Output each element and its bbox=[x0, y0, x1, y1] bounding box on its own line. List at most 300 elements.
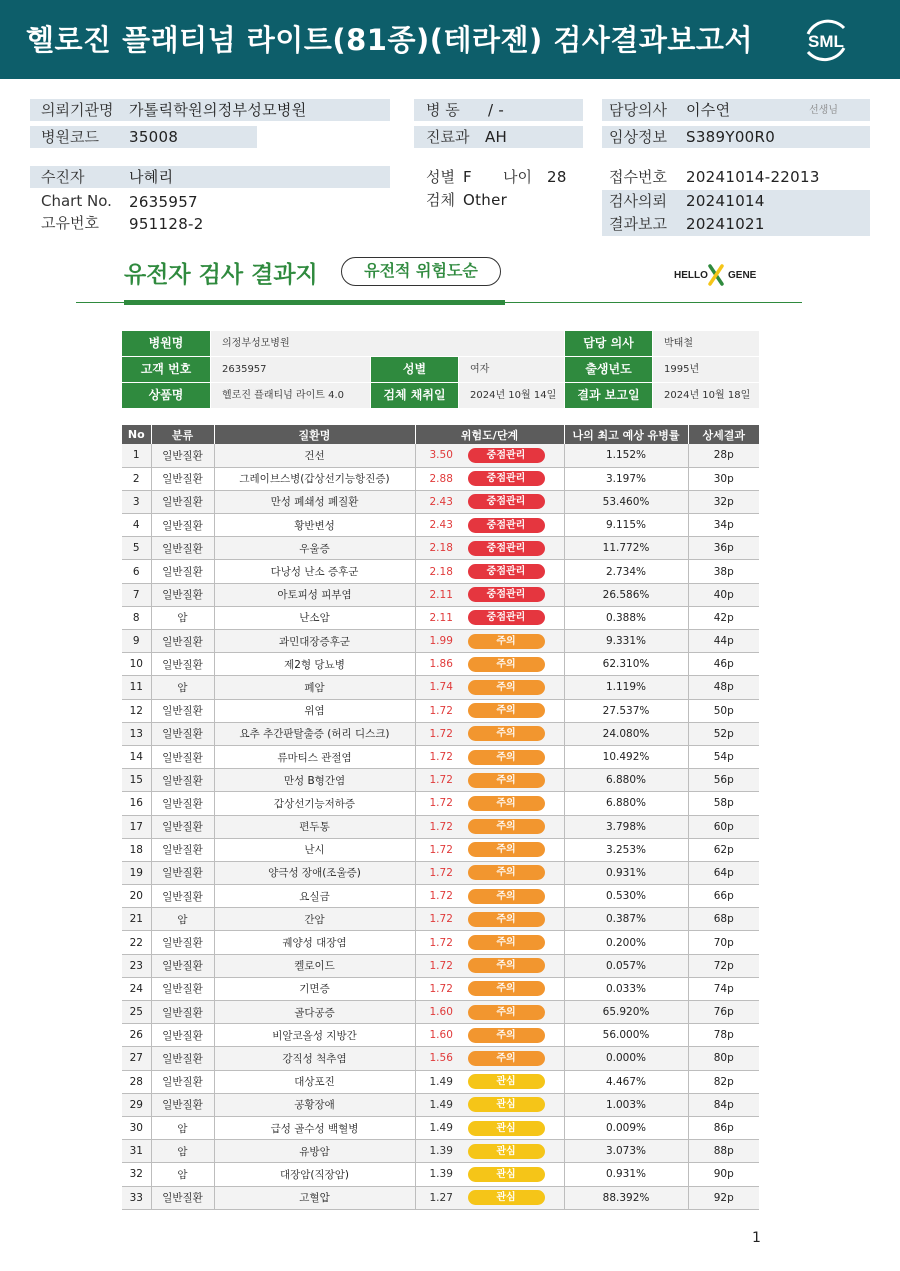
row-prevalence: 0.000% bbox=[564, 1047, 688, 1070]
row-prevalence: 3.253% bbox=[564, 838, 688, 861]
risk-level-badge: 주의 bbox=[468, 958, 545, 973]
row-detail-page: 32p bbox=[688, 490, 759, 513]
row-no: 32 bbox=[122, 1163, 151, 1186]
row-prevalence: 26.586% bbox=[564, 583, 688, 606]
row-risk bbox=[415, 653, 564, 676]
row-risk bbox=[415, 1070, 564, 1093]
table-row bbox=[122, 444, 759, 467]
risk-score: 1.49 bbox=[429, 1122, 453, 1135]
row-prevalence: 62.310% bbox=[564, 653, 688, 676]
chart-label: Chart No. bbox=[41, 192, 112, 210]
risk-level-badge: 주의 bbox=[468, 1051, 545, 1066]
report-label: 결과보고 bbox=[609, 215, 667, 233]
row-detail-page: 62p bbox=[688, 838, 759, 861]
row-category: 일반질환 bbox=[151, 861, 214, 884]
section-divider-accent bbox=[124, 300, 505, 305]
row-category: 일반질환 bbox=[151, 1024, 214, 1047]
row-risk bbox=[415, 954, 564, 977]
row-risk bbox=[415, 838, 564, 861]
table-row bbox=[122, 1093, 759, 1116]
table-row bbox=[122, 1140, 759, 1163]
row-risk bbox=[415, 583, 564, 606]
table-row bbox=[122, 537, 759, 560]
risk-score: 1.39 bbox=[429, 1168, 453, 1181]
results-table-body bbox=[122, 444, 759, 1209]
table-row bbox=[122, 792, 759, 815]
row-risk bbox=[415, 931, 564, 954]
row-disease: 폐암 bbox=[214, 676, 415, 699]
row-category: 일반질환 bbox=[151, 1047, 214, 1070]
id-label: 고유번호 bbox=[41, 214, 99, 232]
row-prevalence: 0.200% bbox=[564, 931, 688, 954]
hellogene-logo-left: HELLO bbox=[674, 270, 708, 281]
risk-level-badge: 관심 bbox=[468, 1144, 545, 1159]
row-detail-page: 86p bbox=[688, 1116, 759, 1139]
summary-result-label: 결과 보고일 bbox=[565, 383, 652, 408]
recipient-value: 나혜리 bbox=[129, 168, 174, 186]
header-detail: 상세결과 bbox=[688, 425, 759, 444]
row-prevalence: 0.931% bbox=[564, 861, 688, 884]
risk-level-badge: 중점관리 bbox=[468, 541, 545, 556]
row-no: 25 bbox=[122, 1001, 151, 1024]
results-table bbox=[122, 425, 759, 1210]
table-row bbox=[122, 769, 759, 792]
ward-label: 병 동 bbox=[426, 101, 460, 119]
row-detail-page: 72p bbox=[688, 954, 759, 977]
risk-score: 1.72 bbox=[429, 704, 453, 717]
row-disease: 제2형 당뇨병 bbox=[214, 653, 415, 676]
table-row bbox=[122, 606, 759, 629]
row-disease: 아토피성 피부염 bbox=[214, 583, 415, 606]
ward-value: / - bbox=[488, 101, 505, 119]
row-disease: 비알코올성 지방간 bbox=[214, 1024, 415, 1047]
risk-level-badge: 주의 bbox=[468, 819, 545, 834]
row-detail-page: 50p bbox=[688, 699, 759, 722]
row-disease: 고혈압 bbox=[214, 1186, 415, 1209]
row-prevalence: 2.734% bbox=[564, 560, 688, 583]
risk-score: 1.60 bbox=[429, 1029, 453, 1042]
summary-product-label: 상품명 bbox=[122, 383, 210, 408]
risk-level-badge: 관심 bbox=[468, 1190, 545, 1205]
specimen-label: 검체 bbox=[426, 191, 455, 209]
specimen-value: Other bbox=[463, 191, 508, 209]
row-prevalence: 10.492% bbox=[564, 745, 688, 768]
row-disease: 급성 골수성 백혈병 bbox=[214, 1116, 415, 1139]
table-row bbox=[122, 676, 759, 699]
row-category: 일반질환 bbox=[151, 1001, 214, 1024]
results-table-container bbox=[122, 425, 759, 1210]
row-category: 일반질환 bbox=[151, 514, 214, 537]
row-disease: 켈로이드 bbox=[214, 954, 415, 977]
summary-result-value: 2024년 10월 18일 bbox=[653, 383, 759, 408]
row-disease: 대상포진 bbox=[214, 1070, 415, 1093]
row-category: 일반질환 bbox=[151, 815, 214, 838]
row-category: 암 bbox=[151, 606, 214, 629]
row-detail-page: 84p bbox=[688, 1093, 759, 1116]
table-row bbox=[122, 1001, 759, 1024]
row-risk bbox=[415, 1186, 564, 1209]
row-prevalence: 1.152% bbox=[564, 444, 688, 467]
row-prevalence: 0.057% bbox=[564, 954, 688, 977]
row-detail-page: 66p bbox=[688, 885, 759, 908]
row-detail-page: 56p bbox=[688, 769, 759, 792]
row-prevalence: 56.000% bbox=[564, 1024, 688, 1047]
table-row bbox=[122, 815, 759, 838]
row-risk bbox=[415, 1001, 564, 1024]
risk-score: 2.11 bbox=[429, 588, 453, 601]
risk-level-badge: 주의 bbox=[468, 680, 545, 695]
row-risk bbox=[415, 537, 564, 560]
sml-logo-text: SML bbox=[808, 32, 844, 51]
table-row bbox=[122, 467, 759, 490]
row-detail-page: 42p bbox=[688, 606, 759, 629]
age-label: 나이 bbox=[503, 168, 532, 186]
summary-birth-value: 1995년 bbox=[653, 357, 759, 382]
row-no: 11 bbox=[122, 676, 151, 699]
row-disease: 그레이브스병(갑상선기능항진증) bbox=[214, 467, 415, 490]
risk-level-badge: 관심 bbox=[468, 1121, 545, 1136]
summary-product-value: 헬로진 플래티넘 라이트 4.0 bbox=[211, 383, 370, 408]
risk-level-badge: 관심 bbox=[468, 1074, 545, 1089]
row-disease: 유방암 bbox=[214, 1140, 415, 1163]
row-prevalence: 0.009% bbox=[564, 1116, 688, 1139]
table-row bbox=[122, 630, 759, 653]
row-category: 일반질환 bbox=[151, 467, 214, 490]
table-row bbox=[122, 699, 759, 722]
header-risk: 위험도/단계 bbox=[415, 425, 564, 444]
row-no: 20 bbox=[122, 885, 151, 908]
clinical-value: S389Y00R0 bbox=[686, 128, 776, 146]
row-category: 일반질환 bbox=[151, 769, 214, 792]
risk-level-badge: 주의 bbox=[468, 634, 545, 649]
row-no: 16 bbox=[122, 792, 151, 815]
risk-score: 1.72 bbox=[429, 890, 453, 903]
table-row bbox=[122, 722, 759, 745]
dept-label: 진료과 bbox=[426, 128, 470, 146]
row-risk bbox=[415, 1116, 564, 1139]
report-title: 헬로진 플래티넘 라이트(81종)(테라젠) 검사결과보고서 bbox=[26, 23, 753, 57]
row-detail-page: 38p bbox=[688, 560, 759, 583]
risk-level-badge: 주의 bbox=[468, 935, 545, 950]
risk-level-badge: 중점관리 bbox=[468, 494, 545, 509]
risk-score: 1.72 bbox=[429, 727, 453, 740]
row-prevalence: 3.798% bbox=[564, 815, 688, 838]
risk-level-badge: 주의 bbox=[468, 703, 545, 718]
risk-level-badge: 주의 bbox=[468, 657, 545, 672]
institution-value: 가톨릭학원의정부성모병원 bbox=[129, 101, 307, 119]
row-no: 3 bbox=[122, 490, 151, 513]
row-detail-page: 40p bbox=[688, 583, 759, 606]
row-no: 26 bbox=[122, 1024, 151, 1047]
recipient-label: 수진자 bbox=[41, 168, 85, 186]
row-risk bbox=[415, 885, 564, 908]
row-prevalence: 0.530% bbox=[564, 885, 688, 908]
row-risk bbox=[415, 769, 564, 792]
row-disease: 양극성 장애(조울증) bbox=[214, 861, 415, 884]
row-disease: 난시 bbox=[214, 838, 415, 861]
table-row bbox=[122, 861, 759, 884]
summary-customer-value: 2635957 bbox=[211, 357, 370, 382]
row-category: 일반질환 bbox=[151, 490, 214, 513]
row-detail-page: 58p bbox=[688, 792, 759, 815]
row-risk bbox=[415, 722, 564, 745]
row-disease: 요추 추간판탈출증 (허리 디스크) bbox=[214, 722, 415, 745]
report-header bbox=[0, 0, 900, 79]
header-prevalence: 나의 최고 예상 유병률 bbox=[564, 425, 688, 444]
request-value: 20241014 bbox=[686, 192, 765, 210]
table-row bbox=[122, 1116, 759, 1139]
row-no: 9 bbox=[122, 630, 151, 653]
table-row bbox=[122, 954, 759, 977]
summary-customer-label: 고객 번호 bbox=[122, 357, 210, 382]
row-disease: 다낭성 난소 증후군 bbox=[214, 560, 415, 583]
row-category: 일반질환 bbox=[151, 1070, 214, 1093]
row-disease: 만성 폐쇄성 폐질환 bbox=[214, 490, 415, 513]
row-category: 일반질환 bbox=[151, 1093, 214, 1116]
row-detail-page: 30p bbox=[688, 467, 759, 490]
risk-level-badge: 관심 bbox=[468, 1167, 545, 1182]
risk-level-badge: 주의 bbox=[468, 750, 545, 765]
row-risk bbox=[415, 560, 564, 583]
risk-level-badge: 중점관리 bbox=[468, 448, 545, 463]
row-risk bbox=[415, 861, 564, 884]
hospital-code-label: 병원코드 bbox=[41, 128, 99, 146]
id-value: 951128-2 bbox=[129, 215, 204, 233]
summary-birth-label: 출생년도 bbox=[565, 357, 652, 382]
row-prevalence: 0.388% bbox=[564, 606, 688, 629]
table-row bbox=[122, 583, 759, 606]
table-row bbox=[122, 1047, 759, 1070]
row-risk bbox=[415, 444, 564, 467]
row-disease: 건선 bbox=[214, 444, 415, 467]
row-prevalence: 24.080% bbox=[564, 722, 688, 745]
row-detail-page: 64p bbox=[688, 861, 759, 884]
row-prevalence: 6.880% bbox=[564, 792, 688, 815]
risk-score: 1.72 bbox=[429, 751, 453, 764]
risk-level-badge: 중점관리 bbox=[468, 587, 545, 602]
row-prevalence: 1.119% bbox=[564, 676, 688, 699]
row-no: 31 bbox=[122, 1140, 151, 1163]
table-row bbox=[122, 908, 759, 931]
row-category: 일반질환 bbox=[151, 630, 214, 653]
sex-label: 성별 bbox=[426, 168, 455, 186]
row-prevalence: 1.003% bbox=[564, 1093, 688, 1116]
row-detail-page: 54p bbox=[688, 745, 759, 768]
row-disease: 간암 bbox=[214, 908, 415, 931]
row-category: 일반질환 bbox=[151, 537, 214, 560]
summary-sex-label: 성별 bbox=[371, 357, 458, 382]
row-prevalence: 27.537% bbox=[564, 699, 688, 722]
risk-level-badge: 주의 bbox=[468, 889, 545, 904]
row-detail-page: 76p bbox=[688, 1001, 759, 1024]
row-no: 4 bbox=[122, 514, 151, 537]
summary-sample-value: 2024년 10월 14일 bbox=[459, 383, 564, 408]
risk-score: 1.72 bbox=[429, 797, 453, 810]
row-category: 일반질환 bbox=[151, 745, 214, 768]
summary-doctor-value: 박태철 bbox=[653, 331, 759, 356]
doctor-label: 담당의사 bbox=[609, 101, 667, 119]
row-no: 18 bbox=[122, 838, 151, 861]
risk-score: 1.27 bbox=[429, 1191, 453, 1204]
row-category: 일반질환 bbox=[151, 699, 214, 722]
table-row bbox=[122, 560, 759, 583]
row-no: 22 bbox=[122, 931, 151, 954]
row-no: 6 bbox=[122, 560, 151, 583]
row-disease: 과민대장증후군 bbox=[214, 630, 415, 653]
sex-value: F bbox=[463, 168, 472, 186]
section-sort-pill: 유전적 위험도순 bbox=[341, 257, 501, 286]
row-detail-page: 52p bbox=[688, 722, 759, 745]
row-disease: 궤양성 대장염 bbox=[214, 931, 415, 954]
row-disease: 난소암 bbox=[214, 606, 415, 629]
row-disease: 골다공증 bbox=[214, 1001, 415, 1024]
row-prevalence: 65.920% bbox=[564, 1001, 688, 1024]
row-detail-page: 88p bbox=[688, 1140, 759, 1163]
row-detail-page: 82p bbox=[688, 1070, 759, 1093]
row-category: 일반질환 bbox=[151, 444, 214, 467]
table-row bbox=[122, 490, 759, 513]
row-no: 23 bbox=[122, 954, 151, 977]
hellogene-logo bbox=[674, 262, 774, 288]
row-prevalence: 3.197% bbox=[564, 467, 688, 490]
risk-level-badge: 주의 bbox=[468, 912, 545, 927]
row-detail-page: 34p bbox=[688, 514, 759, 537]
row-disease: 황반변성 bbox=[214, 514, 415, 537]
row-risk bbox=[415, 467, 564, 490]
row-detail-page: 78p bbox=[688, 1024, 759, 1047]
row-risk bbox=[415, 908, 564, 931]
row-category: 일반질환 bbox=[151, 722, 214, 745]
risk-score: 1.86 bbox=[429, 658, 453, 671]
row-disease: 우울증 bbox=[214, 537, 415, 560]
age-value: 28 bbox=[547, 168, 567, 186]
row-detail-page: 70p bbox=[688, 931, 759, 954]
row-detail-page: 80p bbox=[688, 1047, 759, 1070]
row-category: 일반질환 bbox=[151, 653, 214, 676]
row-risk bbox=[415, 745, 564, 768]
row-risk bbox=[415, 792, 564, 815]
row-disease: 기면증 bbox=[214, 977, 415, 1000]
row-disease: 요실금 bbox=[214, 885, 415, 908]
section-title: 유전자 검사 결과지 bbox=[124, 262, 318, 288]
row-disease: 공황장애 bbox=[214, 1093, 415, 1116]
row-category: 일반질환 bbox=[151, 954, 214, 977]
risk-level-badge: 주의 bbox=[468, 981, 545, 996]
risk-score: 1.72 bbox=[429, 982, 453, 995]
row-prevalence: 88.392% bbox=[564, 1186, 688, 1209]
row-disease: 위염 bbox=[214, 699, 415, 722]
risk-score: 1.60 bbox=[429, 1006, 453, 1019]
row-category: 일반질환 bbox=[151, 560, 214, 583]
risk-level-badge: 중점관리 bbox=[468, 518, 545, 533]
risk-score: 1.72 bbox=[429, 843, 453, 856]
row-no: 28 bbox=[122, 1070, 151, 1093]
row-detail-page: 28p bbox=[688, 444, 759, 467]
table-row bbox=[122, 838, 759, 861]
risk-score: 2.88 bbox=[429, 472, 453, 485]
risk-level-badge: 주의 bbox=[468, 773, 545, 788]
risk-score: 1.72 bbox=[429, 820, 453, 833]
row-prevalence: 4.467% bbox=[564, 1070, 688, 1093]
risk-level-badge: 주의 bbox=[468, 726, 545, 741]
row-detail-page: 60p bbox=[688, 815, 759, 838]
row-no: 15 bbox=[122, 769, 151, 792]
chart-value: 2635957 bbox=[129, 193, 198, 211]
row-disease: 편두통 bbox=[214, 815, 415, 838]
risk-score: 1.72 bbox=[429, 774, 453, 787]
table-row bbox=[122, 653, 759, 676]
row-no: 12 bbox=[122, 699, 151, 722]
row-no: 21 bbox=[122, 908, 151, 931]
table-row bbox=[122, 1163, 759, 1186]
table-row bbox=[122, 514, 759, 537]
summary-sample-label: 검체 채취일 bbox=[371, 383, 458, 408]
row-no: 8 bbox=[122, 606, 151, 629]
risk-score: 1.72 bbox=[429, 959, 453, 972]
row-category: 일반질환 bbox=[151, 583, 214, 606]
risk-score: 3.50 bbox=[429, 449, 453, 462]
risk-score: 2.43 bbox=[429, 495, 453, 508]
risk-level-badge: 관심 bbox=[468, 1097, 545, 1112]
table-row bbox=[122, 885, 759, 908]
risk-score: 1.72 bbox=[429, 866, 453, 879]
row-disease: 강직성 척추염 bbox=[214, 1047, 415, 1070]
clinical-label: 임상정보 bbox=[609, 128, 667, 146]
risk-score: 2.18 bbox=[429, 565, 453, 578]
row-detail-page: 36p bbox=[688, 537, 759, 560]
hellogene-logo-right: GENE bbox=[728, 270, 757, 281]
request-label: 검사의뢰 bbox=[609, 192, 667, 210]
row-detail-page: 90p bbox=[688, 1163, 759, 1186]
hospital-code-value: 35008 bbox=[129, 128, 179, 146]
row-risk bbox=[415, 630, 564, 653]
row-category: 일반질환 bbox=[151, 885, 214, 908]
risk-score: 1.72 bbox=[429, 913, 453, 926]
sml-logo bbox=[800, 14, 852, 66]
row-detail-page: 74p bbox=[688, 977, 759, 1000]
row-prevalence: 0.931% bbox=[564, 1163, 688, 1186]
table-row bbox=[122, 745, 759, 768]
row-detail-page: 44p bbox=[688, 630, 759, 653]
row-no: 24 bbox=[122, 977, 151, 1000]
row-no: 10 bbox=[122, 653, 151, 676]
risk-score: 2.18 bbox=[429, 542, 453, 555]
row-category: 일반질환 bbox=[151, 931, 214, 954]
table-row bbox=[122, 1024, 759, 1047]
risk-score: 1.72 bbox=[429, 936, 453, 949]
row-risk bbox=[415, 676, 564, 699]
row-category: 일반질환 bbox=[151, 1186, 214, 1209]
summary-doctor-label: 담당 의사 bbox=[565, 331, 652, 356]
risk-score: 1.39 bbox=[429, 1145, 453, 1158]
report-value: 20241021 bbox=[686, 215, 765, 233]
row-disease: 갑상선기능저하증 bbox=[214, 792, 415, 815]
row-detail-page: 46p bbox=[688, 653, 759, 676]
row-no: 1 bbox=[122, 444, 151, 467]
row-risk bbox=[415, 1163, 564, 1186]
row-category: 일반질환 bbox=[151, 977, 214, 1000]
header-no: No bbox=[122, 425, 151, 444]
row-category: 일반질환 bbox=[151, 838, 214, 861]
row-category: 암 bbox=[151, 676, 214, 699]
row-risk bbox=[415, 1024, 564, 1047]
row-no: 5 bbox=[122, 537, 151, 560]
risk-level-badge: 주의 bbox=[468, 865, 545, 880]
table-row bbox=[122, 931, 759, 954]
row-risk bbox=[415, 490, 564, 513]
receipt-value: 20241014-22013 bbox=[686, 168, 820, 186]
row-prevalence: 3.073% bbox=[564, 1140, 688, 1163]
